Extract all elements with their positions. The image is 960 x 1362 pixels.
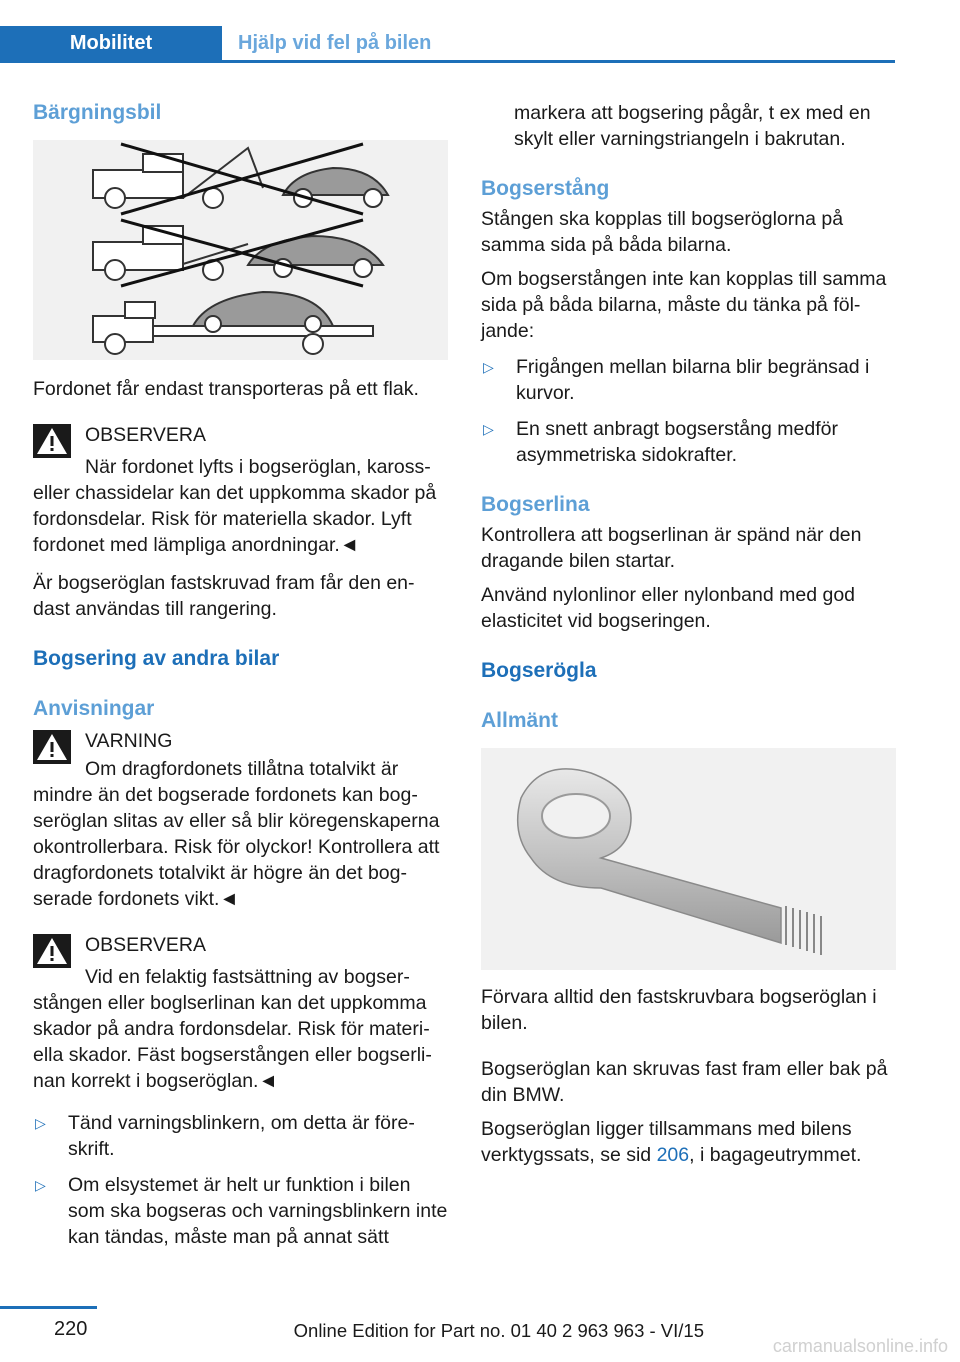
towing-truck-illustration — [33, 140, 448, 360]
warning-triangle-icon — [33, 730, 71, 764]
paragraph-stang-1: Stången ska kopplas till bogseröglorna på samma sida på båda bilarna. — [481, 208, 844, 256]
warning-box-1 — [33, 422, 448, 558]
list-item-text: En snett anbragt bogserstång medför asymmetriska sidokrafter. — [516, 418, 838, 466]
warning-first-line: När fordonet lyfts i bogseröglan, kaross- — [85, 456, 431, 478]
warning-triangle-icon — [33, 934, 71, 968]
right-column — [481, 100, 896, 1168]
heading-bogserlina: Bogserlina — [481, 493, 590, 516]
warning-first-line: Vid en felaktig fastsättning av bogser- — [85, 966, 410, 988]
list-item-text: Frigången mellan bilarna blir begränsad i kurvor. — [516, 356, 870, 404]
list-item — [481, 354, 896, 406]
list-item-text: Tänd varningsblinkern, om detta är före-skrift. — [68, 1112, 415, 1160]
header-tabbar — [0, 0, 895, 64]
warning-triangle-icon — [33, 424, 71, 458]
continued-bullet-text: markera att bogsering pågår, t ex med en skylt eller varningstriangeln i bakrutan. — [514, 102, 871, 150]
warning-title: OBSERVERA — [85, 424, 207, 446]
paragraph-stang-2: Om bogserstången inte kan kopplas till samma sida på båda bilarna, måste du tänka på föl-jande: — [481, 268, 887, 342]
page-number: 220 — [54, 1318, 88, 1340]
list-item — [33, 1172, 448, 1250]
paragraph-rangering: Är bogseröglan fastskruvad fram får den en-dast användas till rangering. — [33, 572, 415, 620]
list-item-text: Om elsystemet är helt ur funktion i bilen som ska bogseras och varningsblinkern inte kan tändas, måste man på annat sätt — [68, 1174, 448, 1248]
tab-hjalp-vid-fel[interactable]: Hjälp vid fel på bilen — [238, 31, 432, 54]
heading-bogserogla: Bogserögla — [481, 659, 597, 682]
tow-eye-illustration — [481, 748, 896, 970]
warning-box-3 — [33, 932, 448, 1094]
towing-truck-drawing — [33, 140, 448, 360]
list-item — [481, 416, 896, 468]
header-rule — [0, 60, 895, 63]
paragraph-ogla-1: Förvara alltid den fastskruvbara bogseröglan i bilen. — [481, 986, 877, 1034]
page-link-206[interactable]: 206 — [656, 1144, 690, 1166]
warning-body: eller chassidelar kan det uppkomma skador på fordonsdelar. Risk för materiella skador. Lyft fordonet med lämpliga anordningar.◄ — [33, 482, 437, 556]
paragraph-ogla-3 — [481, 1116, 896, 1168]
left-column — [33, 100, 448, 1250]
warning-first-line: Om dragfordonets tillåtna totalvikt är — [85, 758, 399, 780]
warning-body: stången eller boglserlinan kan det uppkomma skador på andra fordonsdelar. Risk för materi-ella skador. Fäst bogserstången eller bogserli-nan korrekt i bogseröglan.◄ — [33, 992, 432, 1092]
heading-bargningsbil: Bärgningsbil — [33, 101, 162, 124]
watermark: carmanualsonline.info — [772, 1336, 948, 1356]
bullet-triangle-icon: ▷ — [483, 359, 494, 375]
tow-eye-drawing — [481, 748, 896, 970]
bullet-triangle-icon: ▷ — [35, 1177, 46, 1193]
warning-title: VARNING — [85, 730, 173, 752]
heading-anvisningar: Anvisningar — [33, 697, 155, 720]
figure-caption: Fordonet får endast transporteras på ett flak. — [33, 378, 419, 400]
paragraph-lina-1: Kontrollera att bogserlinan är spänd när den dragande bilen startar. — [481, 524, 862, 572]
list-item — [33, 1110, 448, 1162]
warning-title: OBSERVERA — [85, 934, 207, 956]
paragraph-lina-2: Använd nylonlinor eller nylonband med god elasticitet vid bogseringen. — [481, 584, 856, 632]
warning-body: mindre än det bogserade fordonets kan bog-seröglan slitas av eller så blir köregenskaperna okontrollerbara. Risk för olyckor! Kontrollera att dragfordonets totalvikt är högre än det bog-serade fordonets vikt.◄ — [33, 784, 440, 910]
heading-allmant: Allmänt — [481, 709, 559, 732]
warning-box-2 — [33, 728, 448, 912]
bullet-triangle-icon: ▷ — [483, 421, 494, 437]
paragraph-ogla-3-start: Bogseröglan ligger tillsammans med bilens verktygssats, se sid — [481, 1118, 852, 1166]
paragraph-ogla-3-end: , i bagageutrymmet. — [689, 1144, 862, 1166]
paragraph-ogla-2: Bogseröglan kan skruvas fast fram eller bak på din BMW. — [481, 1058, 888, 1106]
heading-bogsering-av-andra-bilar: Bogsering av andra bilar — [33, 647, 280, 670]
bullet-triangle-icon: ▷ — [35, 1115, 46, 1131]
tab-mobilitet[interactable]: Mobilitet — [0, 26, 222, 60]
heading-bogserstang: Bogserstång — [481, 177, 610, 200]
footer-edition: Online Edition for Part no. 01 40 2 963 963 - VI/15 — [293, 1320, 704, 1341]
page-number-rule — [0, 1306, 97, 1309]
